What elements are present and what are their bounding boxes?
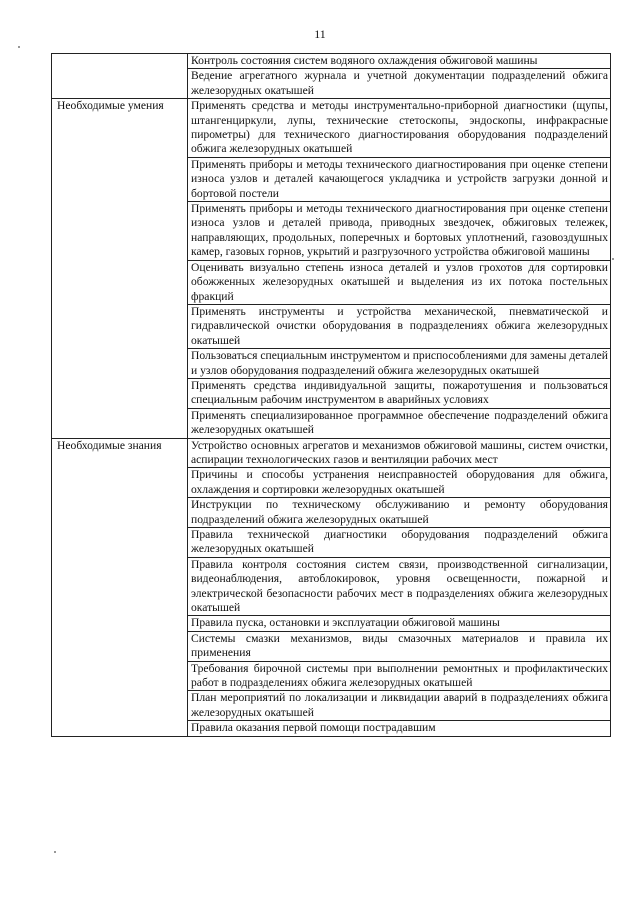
row-text: План мероприятий по локализации и ликвидации аварий в подразделениях обжига железорудных окатышей — [188, 691, 611, 721]
row-text: Правила пуска, остановки и эксплуатации обжиговой машины — [188, 616, 611, 631]
table-row — [52, 438, 611, 468]
row-text: Применять приборы и методы технического диагностирования при оценке степени износа узлов и деталей привода, приводных звездочек, обжиговых тележек, направляющих, продольных, поперечных и бортовых уплотнений, газовоздушных камер, газовых горнов, укрытий и разгрузочного устройства обжиговой машины — [188, 202, 611, 261]
scan-speck — [612, 258, 614, 260]
row-text: Устройство основных агрегатов и механизмов обжиговой машины, систем очистки, аспирации технологических газов и вентиляции рабочих мест — [188, 438, 611, 468]
row-text: Применять средства индивидуальной защиты, пожаротушения и пользоваться специальным рабочим инструментом в аварийных условиях — [188, 378, 611, 408]
table-row — [52, 54, 611, 69]
section-label-knowledge: Необходимые знания — [52, 438, 188, 736]
table-row — [52, 99, 611, 158]
row-text: Применять специализированное программное обеспечение подразделений обжига железорудных окатышей — [188, 408, 611, 438]
row-text: Правила контроля состояния систем связи, производственной сигнализации, видеонаблюдения, автоблокировок, уровня освещенности, пожарной и электрической безопасности рабочих мест в подразделениях обжига железорудных окатышей — [188, 557, 611, 616]
row-text: Причины и способы устранения неисправностей оборудования для обжига, охлаждения и сортировки железорудных окатышей — [188, 468, 611, 498]
scan-speck — [18, 46, 20, 48]
row-text: Оценивать визуально степень износа деталей и узлов грохотов для сортировки обожженных железорудных окатышей и выделения из их потока постельных фракций — [188, 260, 611, 304]
scan-speck — [54, 851, 56, 853]
page-number: 11 — [314, 27, 326, 41]
row-text: Пользоваться специальным инструментом и приспособлениями для замены деталей и узлов оборудования подразделений обжига железорудных окатышей — [188, 349, 611, 379]
row-text: Контроль состояния систем водяного охлаждения обжиговой машины — [188, 54, 611, 69]
row-text: Правила оказания первой помощи пострадавшим — [188, 721, 611, 736]
competency-table — [51, 53, 611, 737]
row-text: Ведение агрегатного журнала и учетной документации подразделений обжига железорудных окатышей — [188, 69, 611, 99]
row-text: Применять средства и методы инструментально-приборной диагностики (щупы, штангенциркули, лупы, технические стетоскопы, эндоскопы, инфракрасные пирометры) для технического диагностирования оборудования подразделений обжига железорудных окатышей — [188, 99, 611, 158]
row-text: Требования бирочной системы при выполнении ремонтных и профилактических работ в подразделениях обжига железорудных окатышей — [188, 661, 611, 691]
row-label — [52, 54, 188, 99]
row-text: Системы смазки механизмов, виды смазочных материалов и правила их применения — [188, 631, 611, 661]
row-text: Применять инструменты и устройства механической, пневматической и гидравлической очистки оборудования в подразделениях обжига железорудных окатышей — [188, 304, 611, 348]
row-text: Правила технической диагностики оборудования подразделений обжига железорудных окатышей — [188, 528, 611, 558]
row-text: Инструкции по техническому обслуживанию и ремонту оборудования подразделений обжига железорудных окатышей — [188, 498, 611, 528]
row-text: Применять приборы и методы технического диагностирования при оценке степени износа узлов и деталей качающегося укладчика и устройств загрузки донной и бортовой постели — [188, 157, 611, 201]
section-label-skills: Необходимые умения — [52, 99, 188, 438]
